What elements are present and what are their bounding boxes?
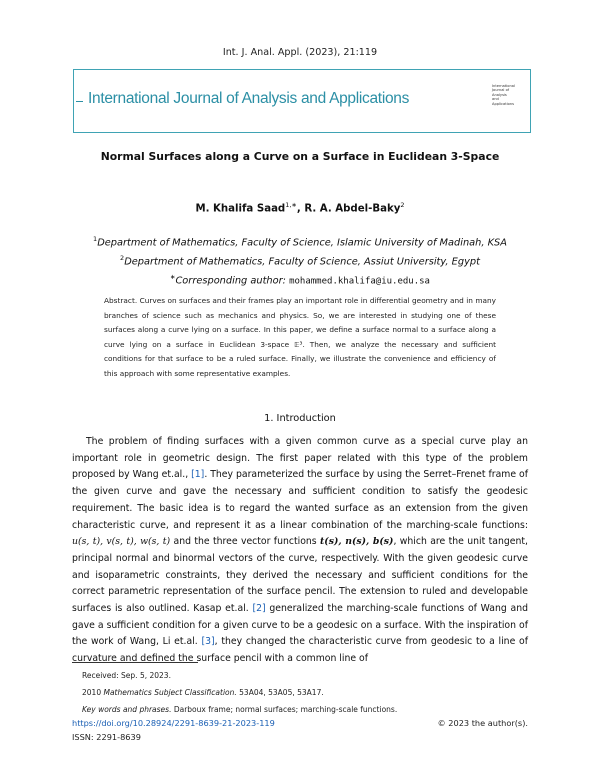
text-run: The problem of finding surfaces with a given common curve as a special curve play an important role in geometric design. The first paper related with this type of the problem proposed by Wang et.al.,: [72, 436, 528, 481]
received-date: Received: Sep. 5, 2023.: [82, 671, 171, 680]
affiliation-number: 1: [93, 235, 98, 243]
corresponding-label: Corresponding author:: [175, 274, 286, 286]
section-heading: 1. Introduction: [264, 413, 336, 424]
corresponding-email[interactable]: mohammed.khalifa@iu.edu.sa: [289, 275, 430, 286]
abstract: [104, 294, 496, 381]
marching-scale-functions: u(s, t), v(s, t), w(s, t): [72, 536, 171, 548]
logo-line: International: [492, 84, 515, 88]
author-name: R. A. Abdel-Baky: [304, 203, 401, 215]
affiliation-1: [0, 232, 600, 251]
msc-classification: [82, 684, 397, 701]
introduction-text: [72, 434, 528, 668]
corresponding-author: [0, 270, 600, 290]
corresponding-marker: ∗: [170, 272, 176, 281]
journal-logo: [492, 84, 518, 106]
text-run: and the three vector functions: [170, 536, 321, 548]
affiliation-text: Department of Mathematics, Faculty of Science, Assiut University, Egypt: [124, 256, 480, 268]
abstract-label: Abstract.: [104, 296, 138, 305]
paper-title: Normal Surfaces along a Curve on a Surface in Euclidean 3-Space: [100, 150, 500, 163]
author-name: M. Khalifa Saad: [195, 203, 286, 215]
affiliation-2: [0, 251, 600, 270]
citation-link[interactable]: [1]: [191, 469, 205, 481]
journal-name: International Journal of Analysis and Applications: [88, 90, 410, 107]
keywords-label: Key words and phrases.: [82, 705, 172, 714]
doi-link[interactable]: https://doi.org/10.28924/2291-8639-21-2023-119: [72, 718, 275, 728]
citation-link[interactable]: [2]: [252, 603, 266, 615]
affiliation-text: Department of Mathematics, Faculty of Science, Islamic University of Madinah, KSA: [97, 237, 507, 249]
footnote-rule: [72, 662, 198, 663]
copyright-notice: © 2023 the author(s).: [437, 718, 528, 728]
logo-line: Journal of Analysis: [492, 88, 510, 97]
author-list: [0, 201, 600, 214]
text-run: , which are the unit tangent, principal normal and binormal vectors of the curve, respectively. With the given geodesic curve and isoparametric constraints, they derived the necessary and sufficient conditions for the correct parametric representation of the surface pencil. The extension to ruled and developable surfaces is also outlined. Kasap et.al.: [72, 536, 528, 615]
msc-label: Mathematics Subject Classification.: [103, 688, 237, 697]
citation-link[interactable]: [3]: [201, 636, 215, 648]
frame-vectors: t(s), n(s), b(s): [320, 536, 394, 548]
author-separator: ,: [296, 203, 305, 215]
author-superscript: 1,∗: [285, 201, 297, 209]
keywords-text: Darboux frame; normal surfaces; marching-scale functions.: [171, 705, 398, 714]
msc-codes: 53A04, 53A05, 53A17.: [236, 688, 324, 697]
logo-line: and Applications: [492, 97, 514, 106]
issn: ISSN: 2291-8639: [72, 732, 141, 742]
msc-prefix: 2010: [82, 688, 104, 697]
footnotes: [82, 667, 397, 718]
text-run: generalized the marching-scale functions of Wang and gave a sufficient condition for a given curve to be a geodesic on a surface. With the inspiration of the work of Wang, Li et.al.: [72, 603, 528, 648]
affiliations: [0, 232, 600, 289]
affiliation-number: 2: [120, 253, 125, 262]
running-head: Int. J. Anal. Appl. (2023), 21:119: [222, 47, 378, 58]
abstract-text: Curves on surfaces and their frames play an important role in differential geometry and in many branches of science such as mechanics and physics. So, we are interested in studying one of these surfaces along a curve lying on a surface. In this paper, we define a surface normal to a surface along a curve lying on a surface in Euclidean 3-space 𝔼³. Then, we analyze the necessary and sufficient conditions for that surface to be a ruled surface. Finally, we illustrate the convenience and efficiency of this approach with some representative examples.: [104, 296, 497, 378]
banner-rule: [76, 101, 83, 102]
author-superscript: 2: [400, 201, 405, 209]
keywords: [82, 701, 397, 718]
introduction-paragraph: [72, 434, 528, 668]
journal-banner: [73, 69, 531, 133]
text-run: . They parameterized the surface by using the Serret–Frenet frame of the given curve and gave the necessary and sufficient condition to satisfy the geodesic requirement. The basic idea is to regard the wanted surface as an extension from the given characteristic curve, and represent it as a linear combination of the marching-scale functions:: [72, 469, 528, 531]
text-run: , they changed the characteristic curve from geodesic to a line of curvature and defined the surface pencil with a common line of: [72, 636, 528, 665]
